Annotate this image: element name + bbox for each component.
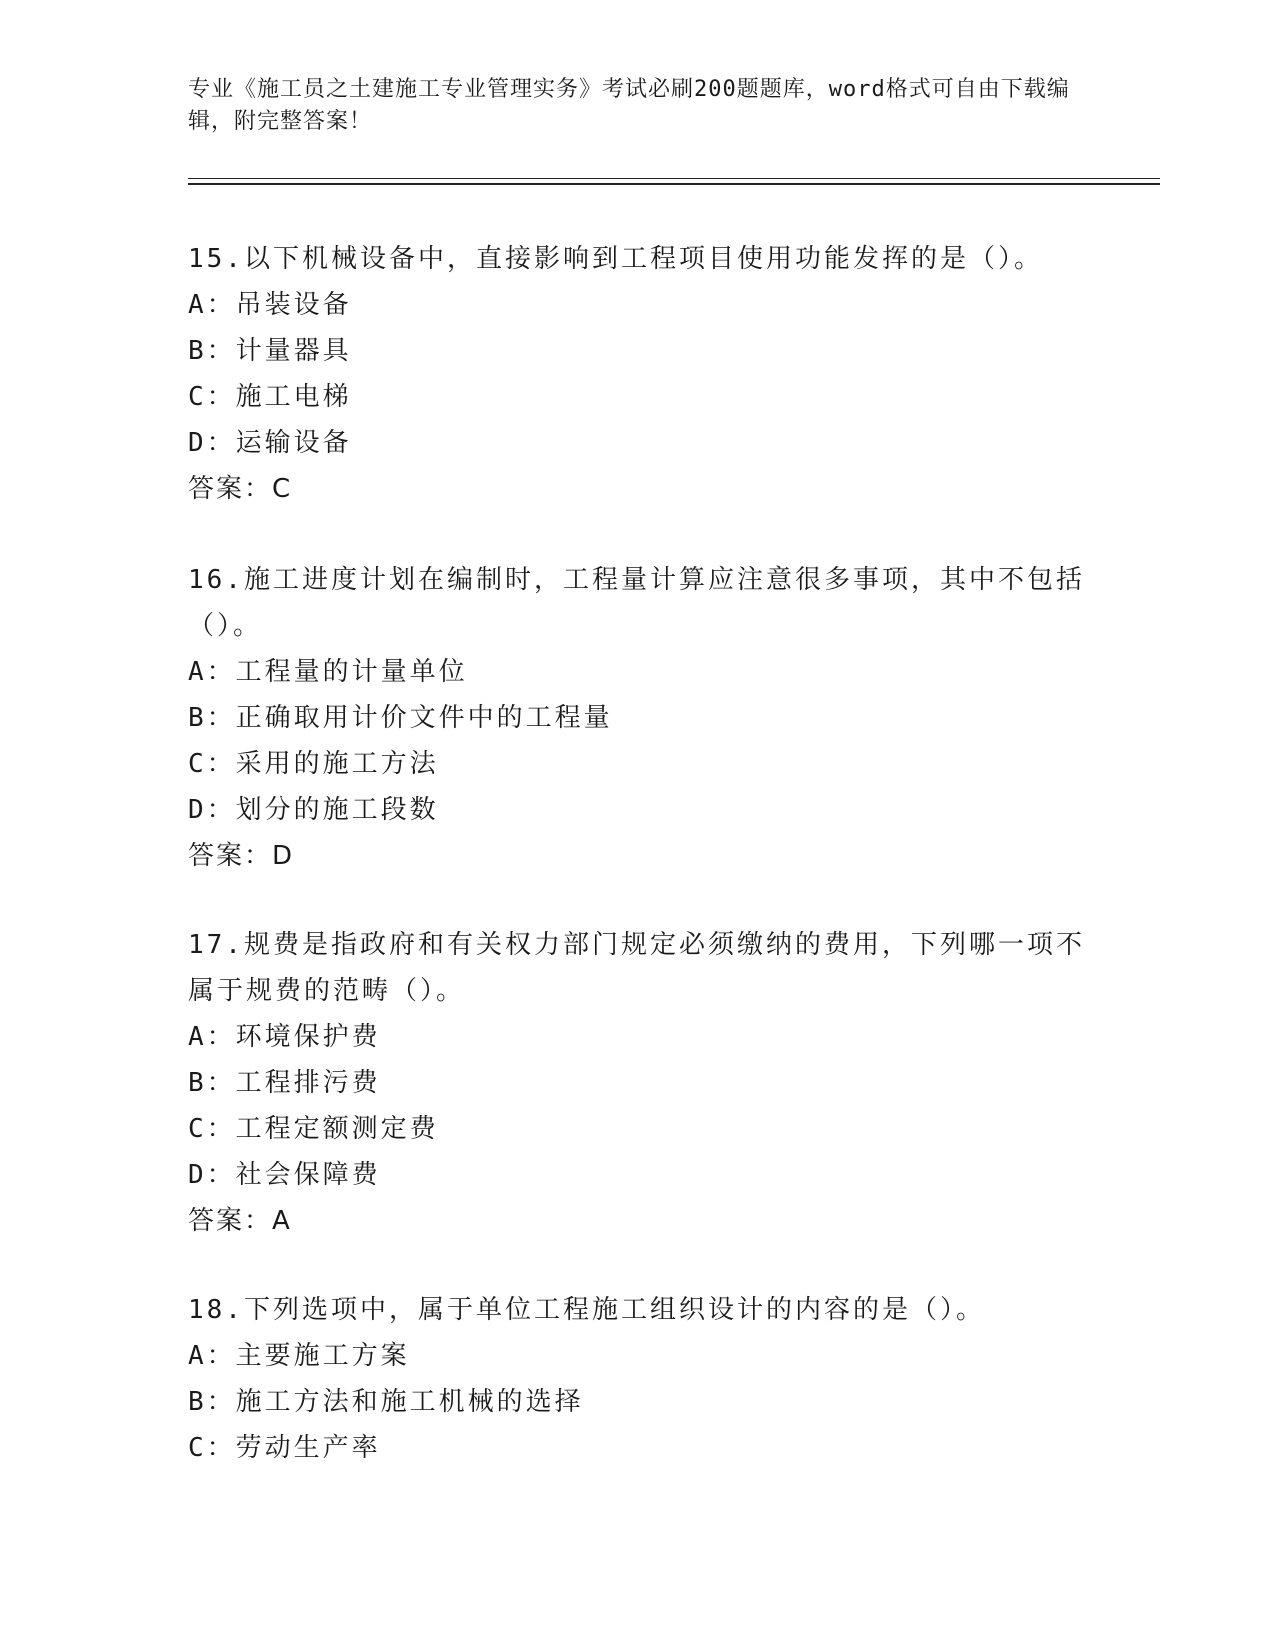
option-c: C：工程定额测定费 — [188, 1114, 439, 1144]
option-b: B：工程排污费 — [188, 1068, 381, 1098]
document-header: 专业《施工员之土建施工专业管理实务》考试必刷200题题库，word格式可自由下载编辑，附完整答案！ — [188, 77, 1070, 134]
question-stem-continued: （）。 — [188, 611, 263, 641]
option-b: B：正确取用计价文件中的工程量 — [188, 703, 613, 733]
header-rule-thin — [188, 178, 1160, 179]
option-b: B：施工方法和施工机械的选择 — [188, 1387, 584, 1417]
question-stem: 17.规费是指政府和有关权力部门规定必须缴纳的费用，下列哪一项不 — [188, 930, 1085, 960]
option-a: A：工程量的计量单位 — [188, 657, 468, 687]
option-c: C：施工电梯 — [188, 382, 352, 412]
answer-line: 答案：C — [188, 474, 293, 504]
option-c: C：劳动生产率 — [188, 1433, 381, 1463]
answer-line: 答案：D — [188, 841, 295, 871]
option-d: D：运输设备 — [188, 428, 352, 458]
header-rule-thick — [188, 183, 1160, 185]
question-stem: 18.下列选项中，属于单位工程施工组织设计的内容的是（）。 — [188, 1295, 985, 1325]
question-18 — [188, 1287, 1088, 1471]
question-stem: 15.以下机械设备中，直接影响到工程项目使用功能发挥的是（）。 — [188, 244, 1043, 274]
option-a: A：吊装设备 — [188, 290, 352, 320]
answer-line: 答案：A — [188, 1206, 292, 1236]
option-d: D：社会保障费 — [188, 1160, 381, 1190]
option-a: A：环境保护费 — [188, 1022, 381, 1052]
question-stem-continued: 属于规费的范畴（）。 — [188, 976, 466, 1006]
question-16 — [188, 557, 1088, 879]
question-stem: 16.施工进度计划在编制时，工程量计算应注意很多事项，其中不包括 — [188, 565, 1085, 595]
option-a: A：主要施工方案 — [188, 1341, 410, 1371]
question-15 — [188, 236, 1088, 512]
question-17 — [188, 922, 1088, 1244]
option-b: B：计量器具 — [188, 336, 352, 366]
option-c: C：采用的施工方法 — [188, 749, 439, 779]
option-d: D：划分的施工段数 — [188, 795, 439, 825]
